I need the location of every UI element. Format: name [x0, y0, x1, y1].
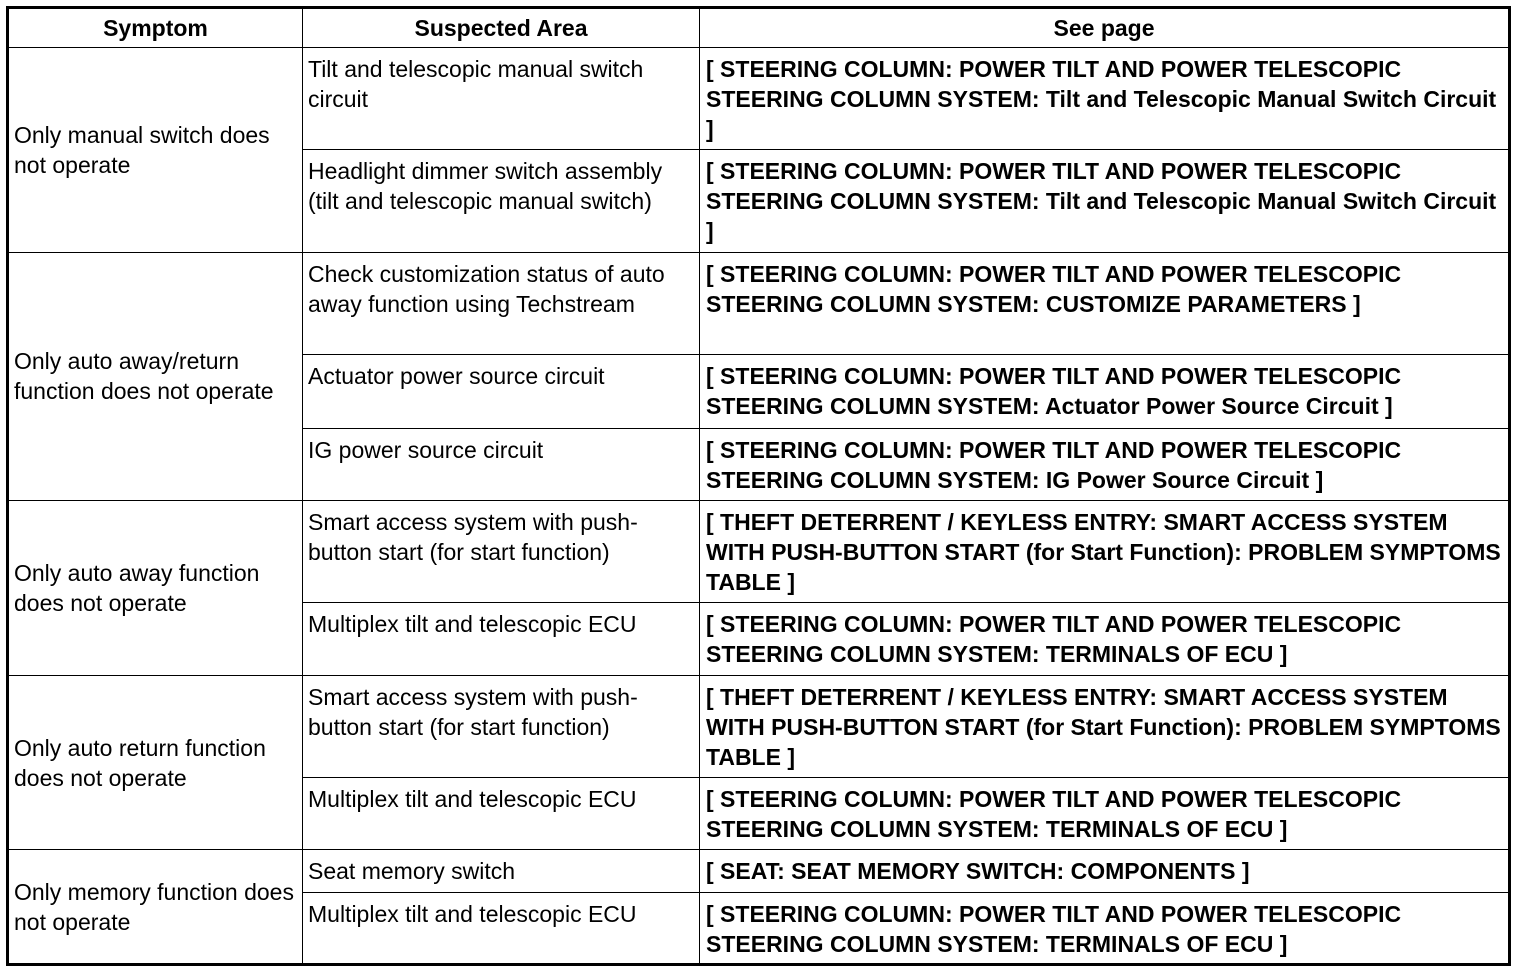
table-row: [8, 500, 1510, 602]
suspected-area-cell: Tilt and telescopic manual switch circuit: [303, 48, 700, 150]
suspected-area-cell: IG power source circuit: [303, 428, 700, 500]
suspected-area-cell: Seat memory switch: [303, 850, 700, 892]
see-page-link[interactable]: [ STEERING COLUMN: POWER TILT AND POWER TELESCOPIC STEERING COLUMN SYSTEM: IG Power Source Circuit ]: [700, 428, 1510, 500]
suspected-area-header: Suspected Area: [303, 8, 700, 48]
table-row: [8, 252, 1510, 354]
suspected-area-cell: Smart access system with push-button start (for start function): [303, 675, 700, 777]
suspected-area-cell: Smart access system with push-button start (for start function): [303, 500, 700, 602]
table-row: [8, 850, 1510, 892]
symptom-cell: Only auto away/return function does not operate: [8, 252, 303, 500]
problem-symptoms-table: [6, 6, 1511, 966]
see-page-link[interactable]: [ STEERING COLUMN: POWER TILT AND POWER TELESCOPIC STEERING COLUMN SYSTEM: TERMINALS OF ECU ]: [700, 892, 1510, 964]
see-page-header: See page: [700, 8, 1510, 48]
see-page-link[interactable]: [ STEERING COLUMN: POWER TILT AND POWER TELESCOPIC STEERING COLUMN SYSTEM: TERMINALS OF ECU ]: [700, 778, 1510, 850]
see-page-link[interactable]: [ STEERING COLUMN: POWER TILT AND POWER TELESCOPIC STEERING COLUMN SYSTEM: Tilt and Telescopic Manual Switch Circuit ]: [700, 48, 1510, 150]
table-row: [8, 48, 1510, 150]
suspected-area-cell: Headlight dimmer switch assembly (tilt and telescopic manual switch): [303, 150, 700, 252]
see-page-link[interactable]: [ STEERING COLUMN: POWER TILT AND POWER TELESCOPIC STEERING COLUMN SYSTEM: Actuator Power Source Circuit ]: [700, 355, 1510, 428]
see-page-link[interactable]: [ SEAT: SEAT MEMORY SWITCH: COMPONENTS ]: [700, 850, 1510, 892]
symptom-header: Symptom: [8, 8, 303, 48]
suspected-area-cell: Multiplex tilt and telescopic ECU: [303, 892, 700, 964]
symptom-cell: Only memory function does not operate: [8, 850, 303, 965]
see-page-link[interactable]: [ STEERING COLUMN: POWER TILT AND POWER TELESCOPIC STEERING COLUMN SYSTEM: TERMINALS OF ECU ]: [700, 603, 1510, 675]
symptom-cell: Only auto away function does not operate: [8, 500, 303, 675]
suspected-area-cell: Multiplex tilt and telescopic ECU: [303, 603, 700, 675]
see-page-link[interactable]: [ THEFT DETERRENT / KEYLESS ENTRY: SMART ACCESS SYSTEM WITH PUSH-BUTTON START (for Start Function): PROBLEM SYMPTOMS TABLE ]: [700, 675, 1510, 777]
see-page-link[interactable]: [ STEERING COLUMN: POWER TILT AND POWER TELESCOPIC STEERING COLUMN SYSTEM: CUSTOMIZE PARAMETERS ]: [700, 252, 1510, 354]
symptom-cell: Only auto return function does not operate: [8, 675, 303, 850]
header-row: [8, 8, 1510, 48]
suspected-area-cell: Actuator power source circuit: [303, 355, 700, 428]
see-page-link[interactable]: [ THEFT DETERRENT / KEYLESS ENTRY: SMART ACCESS SYSTEM WITH PUSH-BUTTON START (for Start Function): PROBLEM SYMPTOMS TABLE ]: [700, 500, 1510, 602]
suspected-area-cell: Check customization status of auto away function using Techstream: [303, 252, 700, 354]
symptom-cell: Only manual switch does not operate: [8, 48, 303, 253]
table-row: [8, 675, 1510, 777]
see-page-link[interactable]: [ STEERING COLUMN: POWER TILT AND POWER TELESCOPIC STEERING COLUMN SYSTEM: Tilt and Telescopic Manual Switch Circuit ]: [700, 150, 1510, 252]
suspected-area-cell: Multiplex tilt and telescopic ECU: [303, 778, 700, 850]
